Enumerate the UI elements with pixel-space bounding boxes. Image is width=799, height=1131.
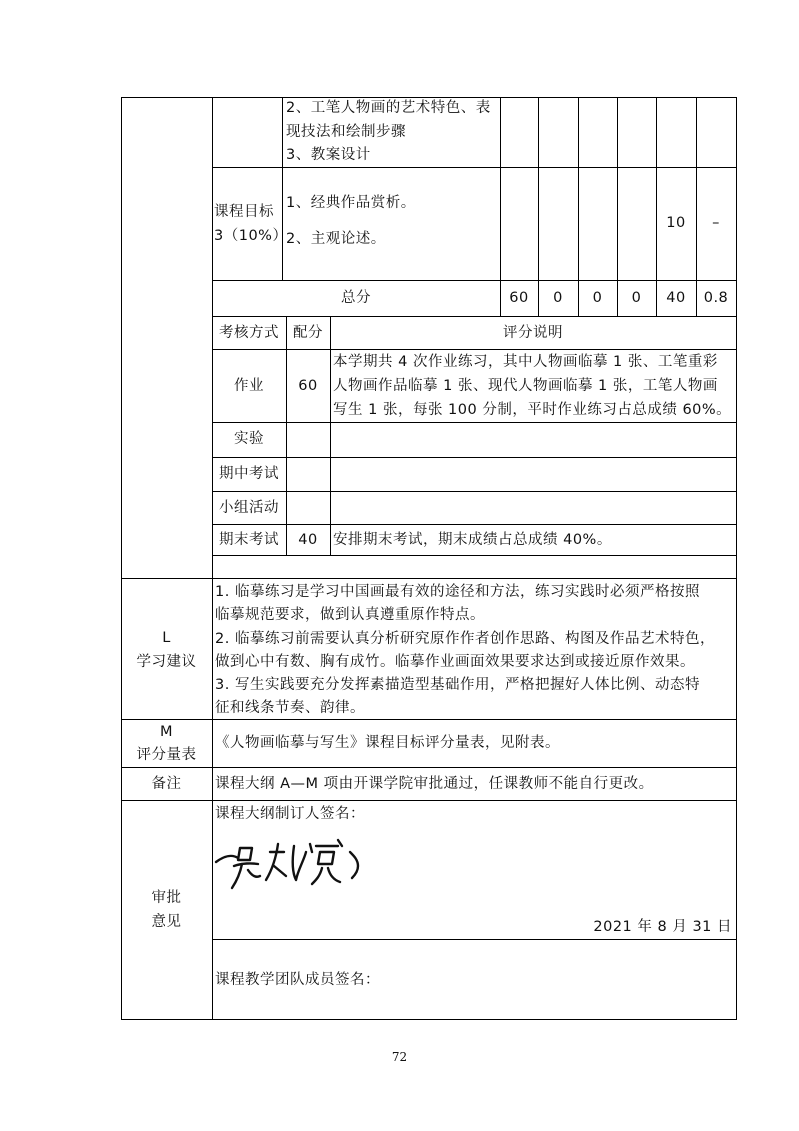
approval-label-line-1: 审批: [151, 890, 182, 906]
total-value-4: 0: [631, 290, 642, 306]
goal3-weight: –: [712, 215, 720, 231]
total-value-3: 0: [592, 290, 603, 306]
section-l-line-6: 征和线条节奏、韵律。: [215, 700, 365, 716]
assessment-header-method: 考核方式: [219, 325, 279, 341]
assessment-group-name: 小组活动: [219, 500, 279, 516]
assessment-header-score: 配分: [293, 325, 323, 341]
assessment-homework-desc-2: 人物画作品临摹 1 张、现代人物画临摹 1 张，工笔人物画: [333, 378, 718, 394]
section-l-line-2: 临摹规范要求，做到认真遵重原作特点。: [215, 607, 485, 623]
total-value-2: 0: [553, 290, 563, 306]
remarks-text: 课程大纲 A—M 项由开课学院审批通过，任课教师不能自行更改。: [215, 776, 654, 792]
section-l-letter: L: [162, 630, 171, 646]
assessment-homework-score: 60: [298, 378, 318, 394]
goal3-label-line-1: 课程目标: [214, 204, 274, 220]
signer-label: 课程大纲制订人签名：: [215, 806, 365, 822]
total-value-1: 60: [509, 290, 529, 306]
assessment-homework-desc-1: 本学期共 4 次作业练习，其中人物画临摹 1 张、工笔重彩: [333, 354, 718, 370]
assessment-experiment-name: 实验: [234, 431, 264, 447]
goal3-content-line-1: 1、经典作品赏析。: [286, 195, 416, 211]
assessment-homework-name: 作业: [234, 378, 264, 394]
signature-image: [212, 830, 392, 900]
section-l-title: 学习建议: [136, 654, 197, 670]
goal3-score: 10: [666, 215, 686, 231]
section-m-letter: M: [159, 724, 173, 740]
section-l-line-1: 1. 临摹练习是学习中国画最有效的途径和方法，练习实践时必须严格按照: [215, 584, 700, 600]
section-m-text: 《人物画临摹与写生》课程目标评分量表，见附表。: [215, 735, 560, 751]
approval-label-line-2: 意见: [151, 914, 182, 930]
assessment-final-name: 期末考试: [219, 532, 279, 548]
total-value-6: 0.8: [703, 290, 729, 306]
methods-line-3: 3、教案设计: [286, 147, 371, 163]
goal3-content-line-2: 2、主观论述。: [286, 231, 386, 247]
total-label: 总分: [341, 290, 371, 306]
page-number: 72: [391, 1050, 408, 1064]
section-m-title: 评分量表: [136, 747, 197, 763]
team-label: 课程教学团队成员签名：: [215, 972, 380, 988]
section-l-line-3: 2. 临摹练习前需要认真分析研究原作作者创作思路、构图及作品艺术特色，: [215, 631, 715, 647]
remarks-label: 备注: [151, 776, 182, 792]
methods-line-1: 2、工笔人物画的艺术特色、表: [286, 100, 491, 116]
methods-line-2: 现技法和绘制步骤: [286, 124, 406, 140]
approval-date: 2021 年 8 月 31 日: [593, 919, 732, 935]
section-l-line-4: 做到心中有数、胸有成竹。临摹作业画面效果要求达到或接近原作效果。: [215, 654, 695, 670]
assessment-final-score: 40: [298, 532, 318, 548]
section-l-line-5: 3. 写生实践要充分发挥素描造型基础作用，严格把握好人体比例、动态特: [215, 677, 700, 693]
assessment-final-desc: 安排期末考试，期末成绩占总成绩 40%。: [333, 532, 612, 548]
goal3-label-line-2: 3（10%）: [214, 228, 288, 244]
assessment-homework-desc-3: 写生 1 张，每张 100 分制，平时作业练习占总成绩 60%。: [333, 402, 732, 418]
total-value-5: 40: [666, 290, 686, 306]
assessment-header-desc: 评分说明: [503, 325, 563, 341]
assessment-midterm-name: 期中考试: [219, 466, 279, 482]
